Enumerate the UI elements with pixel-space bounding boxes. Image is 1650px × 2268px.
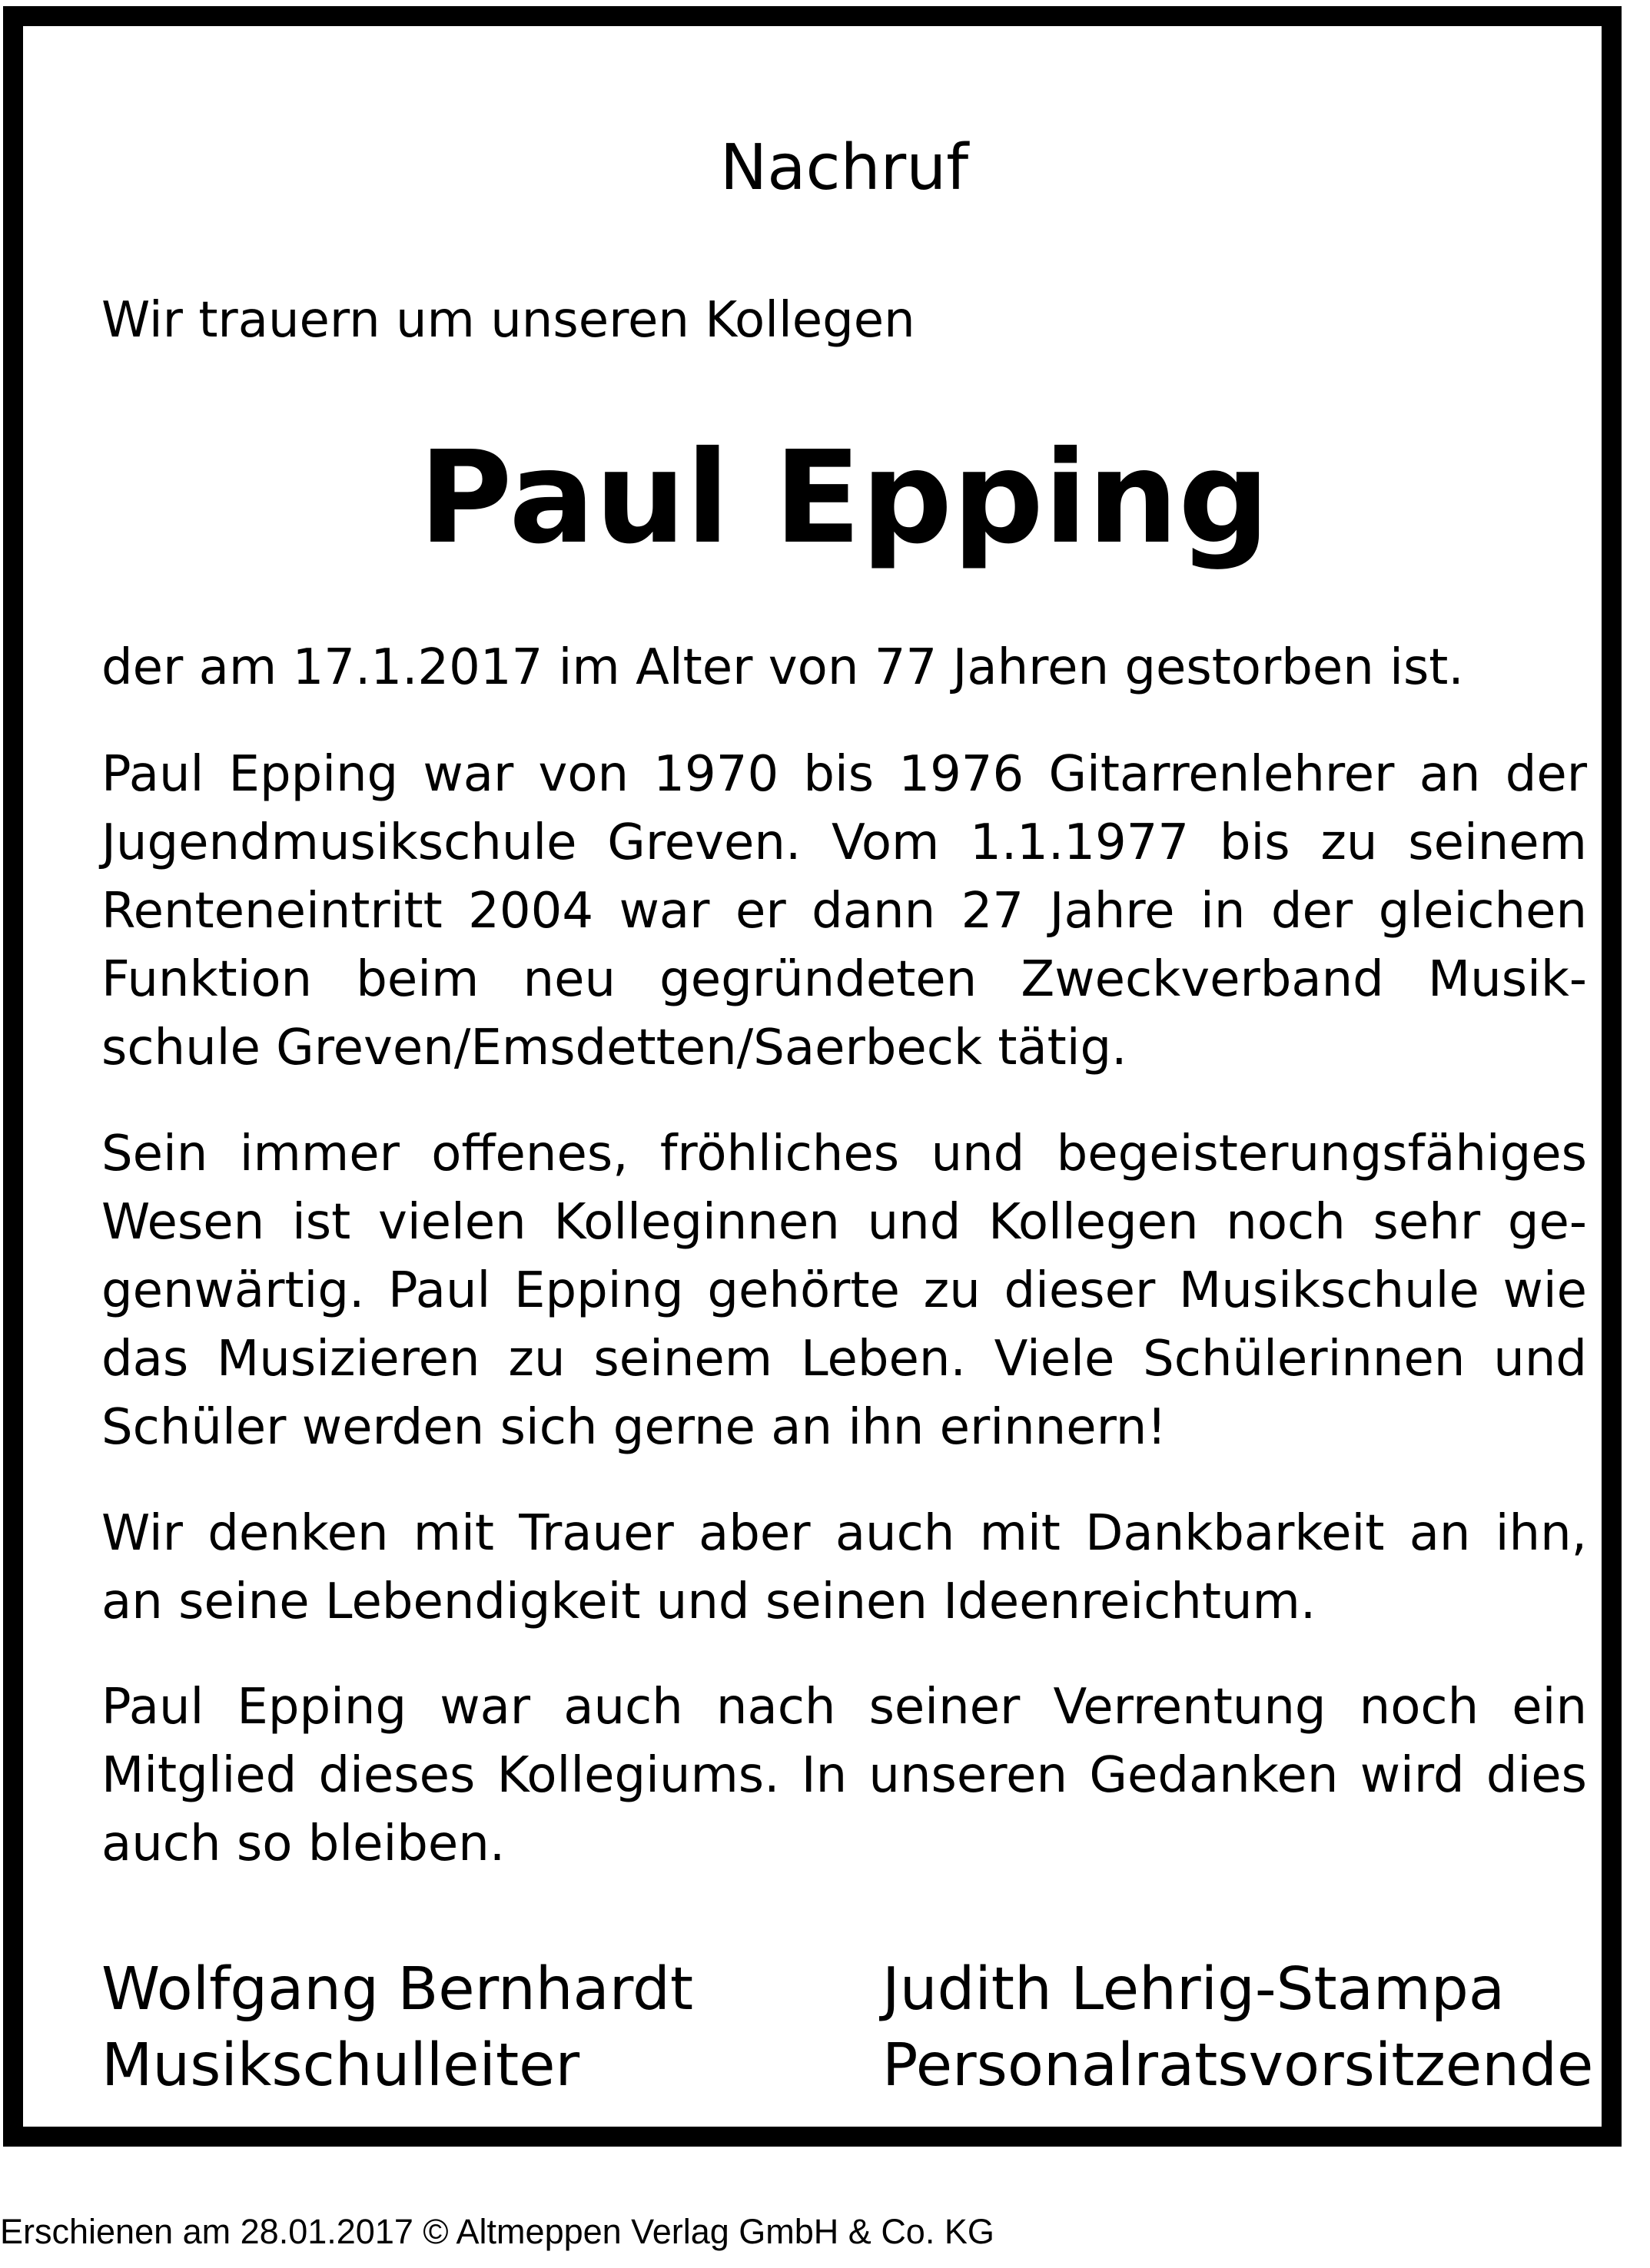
paragraph-2-line: Schüler werden sich gerne an ihn erinnern! (101, 1399, 1167, 1456)
signatory-name: Judith Lehrig-Stampa (882, 1955, 1506, 2024)
deceased-name: Paul Epping (418, 424, 1270, 572)
notice-heading: Nachruf (719, 131, 969, 204)
paragraph-2-line: Sein immer offenes, fröhliches und begeisterungsfähiges (101, 1126, 1587, 1182)
signatory-role: Musikschulleiter (101, 2031, 580, 2100)
signatory-role: Personalratsvorsitzende (882, 2031, 1594, 2100)
obituary-frame (3, 6, 1622, 2147)
intro-line: Wir trauern um unseren Kollegen (101, 292, 915, 349)
paragraph-4-line: auch so bleiben. (101, 1815, 506, 1872)
paragraph-1-line: Funktion beim neu gegründeten Zweckverband Musik- (101, 951, 1587, 1008)
paragraph-2-line: Wesen ist vielen Kolleginnen und Kollegen noch sehr ge- (101, 1194, 1587, 1251)
paragraph-4-line: Paul Epping war auch nach seiner Verrentung noch ein (101, 1679, 1587, 1736)
paragraph-3-line: an seine Lebendigkeit und seinen Ideenreichtum. (101, 1573, 1316, 1630)
paragraph-1-line: Jugendmusikschule Greven. Vom 1.1.1977 bis zu seinem (101, 814, 1587, 871)
paragraph-2-line: das Musizieren zu seinem Leben. Viele Schülerinnen und (101, 1331, 1587, 1388)
paragraph-1-line: Paul Epping war von 1970 bis 1976 Gitarrenlehrer an der (101, 746, 1587, 803)
paragraph-3-line: Wir denken mit Trauer aber auch mit Dankbarkeit an ihn, (101, 1505, 1587, 1562)
paragraph-2-line: genwärtig. Paul Epping gehörte zu dieser Musikschule wie (101, 1262, 1587, 1319)
paragraph-1-line: schule Greven/Emsdetten/Saerbeck tätig. (101, 1020, 1127, 1076)
paragraph-4-line: Mitglied dieses Kollegiums. In unseren Gedanken wird dies (101, 1747, 1587, 1804)
death-line: der am 17.1.2017 im Alter von 77 Jahren gestorben ist. (101, 639, 1464, 696)
publication-credit: Erschienen am 28.01.2017 © Altmeppen Verlag GmbH & Co. KG (0, 2212, 994, 2251)
signatory-name: Wolfgang Bernhardt (101, 1955, 694, 2024)
paragraph-1-line: Renteneintritt 2004 war er dann 27 Jahre in der gleichen (101, 883, 1587, 940)
